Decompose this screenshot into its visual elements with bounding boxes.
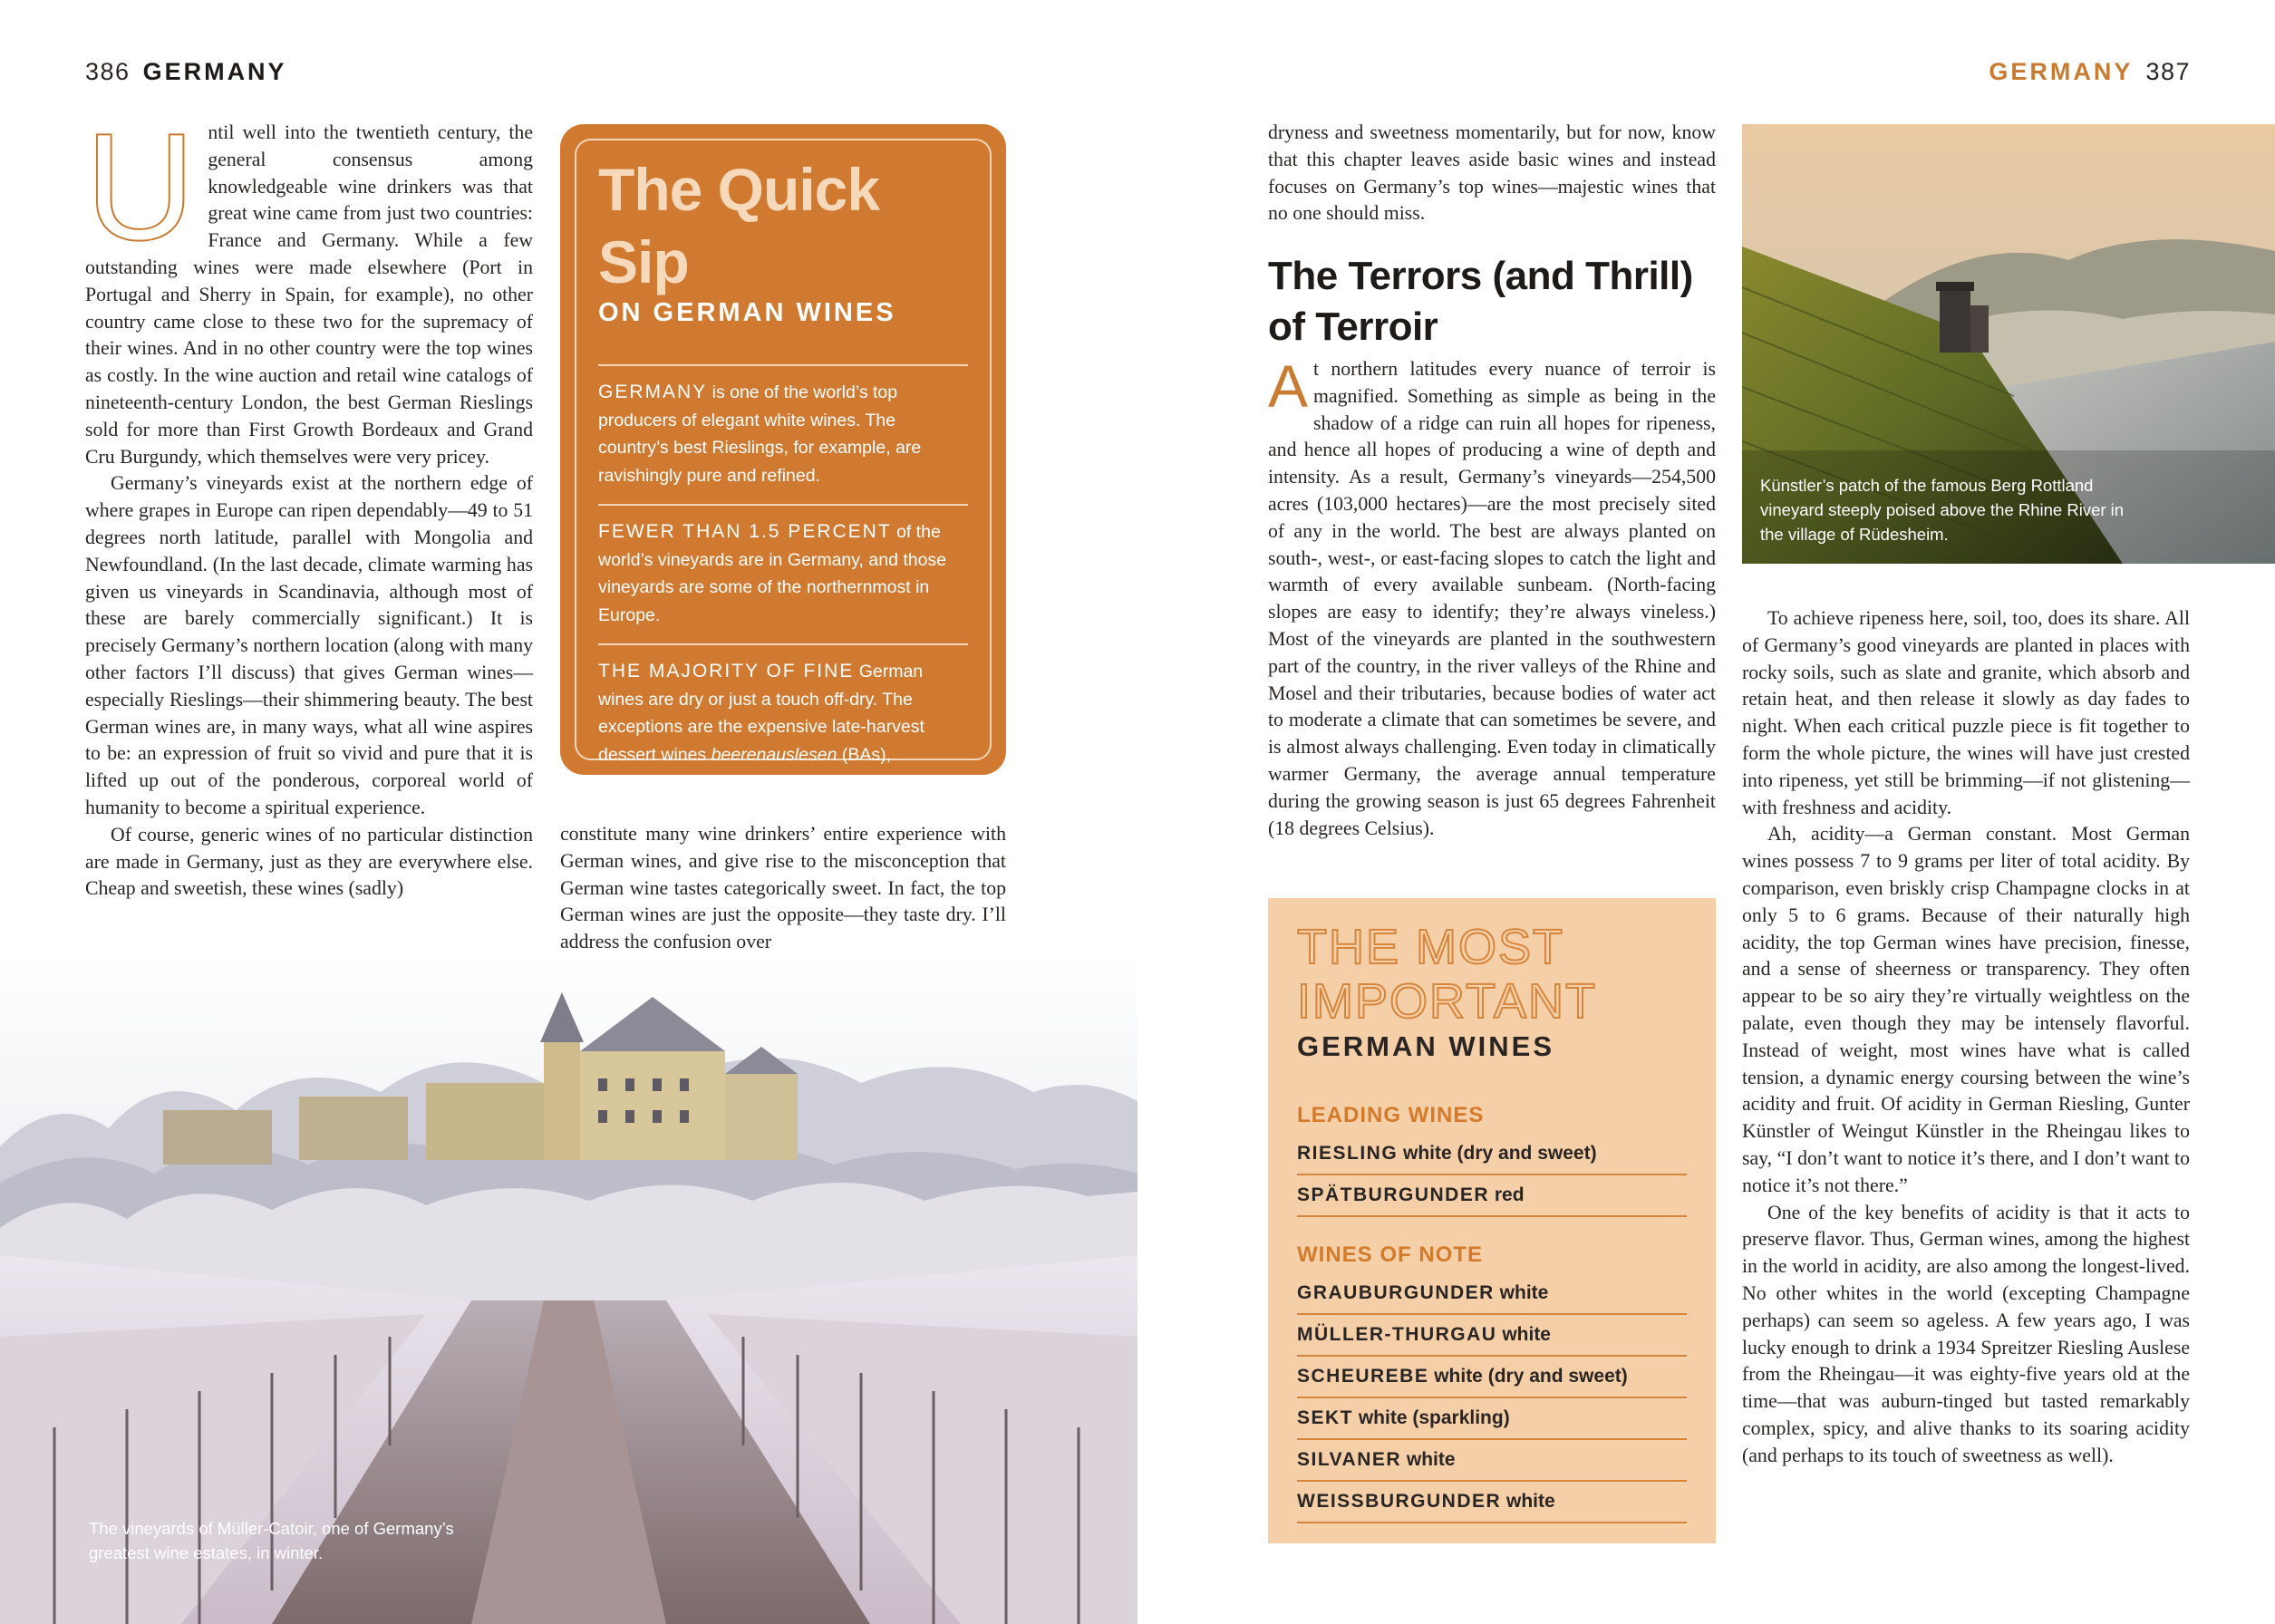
most-important-title: THE MOST IMPORTANT: [1297, 920, 1598, 1029]
terroir-heading: The Terrors (and Thrill) of Terroir: [1268, 254, 1693, 349]
latitude-paragraph: Germany’s vineyards exist at the northern edge of where grapes in Europe can ripen dependably—49 to 51 degrees north latitude, parallel with Mongolia and Newfoundland. (In the last decade, climate warming has given us vineyards in Scandinavia, although most of these are barely commercially significant.) It is precisely Germany’s northern location (along with many other factors I’ll discuss) that gives German wines—especially Rieslings—their shimmering beauty. The best German wines are, in many ways, what all wine aspires to be: an expression of fruit so vivid and pure that it is lifted up out of the ponderous, corporeal world of humanity to become a spiritual experience.: [85, 472, 533, 818]
left-column-1: [85, 102, 533, 903]
quick-sip-subtitle: ON GERMAN WINES: [598, 298, 896, 327]
terroir-column: [1268, 353, 1716, 842]
left-column-2: [560, 821, 1006, 956]
wine-row: SPÄTBURGUNDER red: [1297, 1175, 1687, 1217]
preserve-flavor-paragraph: One of the key benefits of acidity is that it acts to preserve flavor. Thus, German wines, among the highest in the world in acidity, are also among the longest-lived. No other whites in the world (excepting Champagne perhaps) can seem so ageless. A few years ago, I was lucky enough to drink a 1934 Spreitzer Riesling Auslese from the Rheingau—it was eighty-five years old at the time—that was auburn-tinged but tasted remarkably complex, spicy, and alive thanks to its soaring acidity (and perhaps to its touch of sweetness as well).: [1742, 1201, 2190, 1466]
wine-row: WEISSBURGUNDER white: [1297, 1482, 1687, 1523]
acidity-paragraph: Ah, acidity—a German constant. Most German wines possess 7 to 9 grams per liter of total acidity. By comparison, even briskly crisp Champagne clocks in at only 5 to 6 grams. Because of their naturally high acidity, the top German wines have precision, finesse, and a sense of sheerness or transparency. They often appear to be so airy they’re virtually weightless on the palate, even though they may be intensely flavorful. Instead of weight, most wines have what is called tension, a dynamic energy coursing between the wine’s acidity and fruit. Of acidity in German Riesling, Gunter Künstler of Weingut Künstler in the Rheingau likes to say, “I don’t want to notice it’s there, and I don’t want to notice it’s not there.”: [1742, 823, 2190, 1196]
left-section-title: GERMANY: [142, 58, 287, 85]
quick-sip-title: The Quick Sip: [598, 156, 880, 295]
wine-row: SILVANER white: [1297, 1440, 1687, 1482]
quick-sip-box: [560, 124, 1006, 820]
left-page-number: 386: [85, 58, 131, 85]
most-important-subtitle: GERMAN WINES: [1297, 1030, 1554, 1062]
left-running-head: [85, 58, 287, 86]
quick-sip-item: GERMANY is one of the world’s top producers of elegant white wines. The country’s best Rieslings, for example, are ravishingly pure and refined.: [598, 364, 968, 504]
wine-row: SEKT white (sparkling): [1297, 1398, 1687, 1440]
frosty-photo-caption: The vineyards of Müller-Catoir, one of Germany’s greatest wine estates, in winter.: [89, 1519, 454, 1562]
right-section-title: GERMANY: [1989, 58, 2134, 85]
wine-row: MÜLLER-THURGAU white: [1297, 1315, 1687, 1357]
generic-wines-paragraph: Of course, generic wines of no particular distinction are made in Germany, just as they are everywhere else. Cheap and sweetish, these wines (sadly): [85, 823, 533, 900]
right-column-2: [1742, 605, 2190, 1470]
wine-row: RIESLING white (dry and sweet): [1297, 1134, 1687, 1175]
soil-paragraph: To achieve ripeness here, soil, too, does its share. All of Germany’s good vineyards are planted in places with rocky soils, such as slate and granite, which absorb and retain heat, and then release it slowly as day fades to night. When each critical puzzle piece is fit together to form the whole picture, the wines will have just crested into ripeness, yet still be brimming—if not glistening—with freshness and acidity.: [1742, 607, 2190, 818]
most-important-box: [1268, 898, 1716, 1543]
intro-paragraph: Until well into the twentieth century, the general consensus among knowledgeable wine drinkers was that great wine came from just two countries: France and Germany. While a few outstanding wines were made elsewhere (Port in Portugal and Sherry in Spain, for example), no other country came close to these two for the supremacy of their wines. And in no other country were the top wines as costly. In the wine auction and retail wine catalogs of nineteenth-century London, the best German Rieslings sold for more than First Growth Bordeaux and Grand Cru Burgundy, which themselves were very pricey.: [85, 102, 533, 468]
right-running-head: [1989, 58, 2191, 86]
terroir-paragraph: At northern latitudes every nuance of terroir is magnified. Something as simple as being in the shadow of a ridge can ruin all hopes for ripeness, and hence all hopes of producing a wine of depth and intensity. As a result, Germany’s vineyards—254,500 acres (103,000 hectares)—are the most precisely sited of any in the world. The best are always planted on south-, west-, or east-facing slopes to catch the light and warmth of every available sunbeam. (North-facing slopes are easy to identify; they’re always vineless.) Most of the vineyards are planted in the southwestern part of the country, in the river valleys of the Rhine and Mosel and their tributaries, because bodies of water act to moderate a climate that can sometimes be severe, and is almost always challenging. Even today in climatically warmer Germany, the average annual temperature during the growing season is just 65 degrees Fahrenheit (18 degrees Celsius).: [1268, 353, 1716, 839]
rhine-vineyard-photo: [1742, 124, 2275, 564]
quick-sip-item: THE MAJORITY OF FINE German wines are dry or just a touch off-dry. The exceptions are the expensive late-harvest dessert wines beerenauslesen (BAs), trockenbeerenauslesen (TBAs), and eisweine, all of which are sweet.: [598, 643, 968, 838]
leading-wines-list: [1297, 1134, 1687, 1217]
terroir-dropcap: A: [1268, 353, 1309, 420]
dryness-paragraph: dryness and sweetness momentarily, but for now, know that this chapter leaves aside basic wines and instead focuses on Germany’s top wines—majestic wines that no one should miss.: [1268, 121, 1716, 225]
wine-row: SCHEUREBE white (dry and sweet): [1297, 1357, 1687, 1398]
frosty-vineyard-photo: [0, 956, 1138, 1624]
quick-sip-item: FEWER THAN 1.5 PERCENT of the world’s vineyards are in Germany, and those vineyards are some of the northernmost in Europe.: [598, 504, 968, 643]
rhine-photo-caption: Künstler’s patch of the famous Berg Rottland vineyard steeply poised above the Rhine River in the village of Rüdesheim.: [1760, 476, 2125, 544]
intro-dropcap: U: [85, 102, 196, 272]
wine-row: GRAUBURGUNDER white: [1297, 1273, 1687, 1315]
misconception-paragraph: constitute many wine drinkers’ entire experience with German wines, and give rise to the misconception that German wine tastes categorically sweet. In fact, the top German wines are just the opposite—they taste dry. I’ll address the confusion over: [560, 823, 1006, 953]
leading-wines-label: LEADING WINES: [1297, 1103, 1485, 1127]
right-page-number: 387: [2145, 58, 2191, 85]
right-column-1-top: [1268, 120, 1716, 227]
wines-of-note-label: WINES OF NOTE: [1297, 1242, 1483, 1267]
wines-of-note-list: [1297, 1273, 1687, 1523]
